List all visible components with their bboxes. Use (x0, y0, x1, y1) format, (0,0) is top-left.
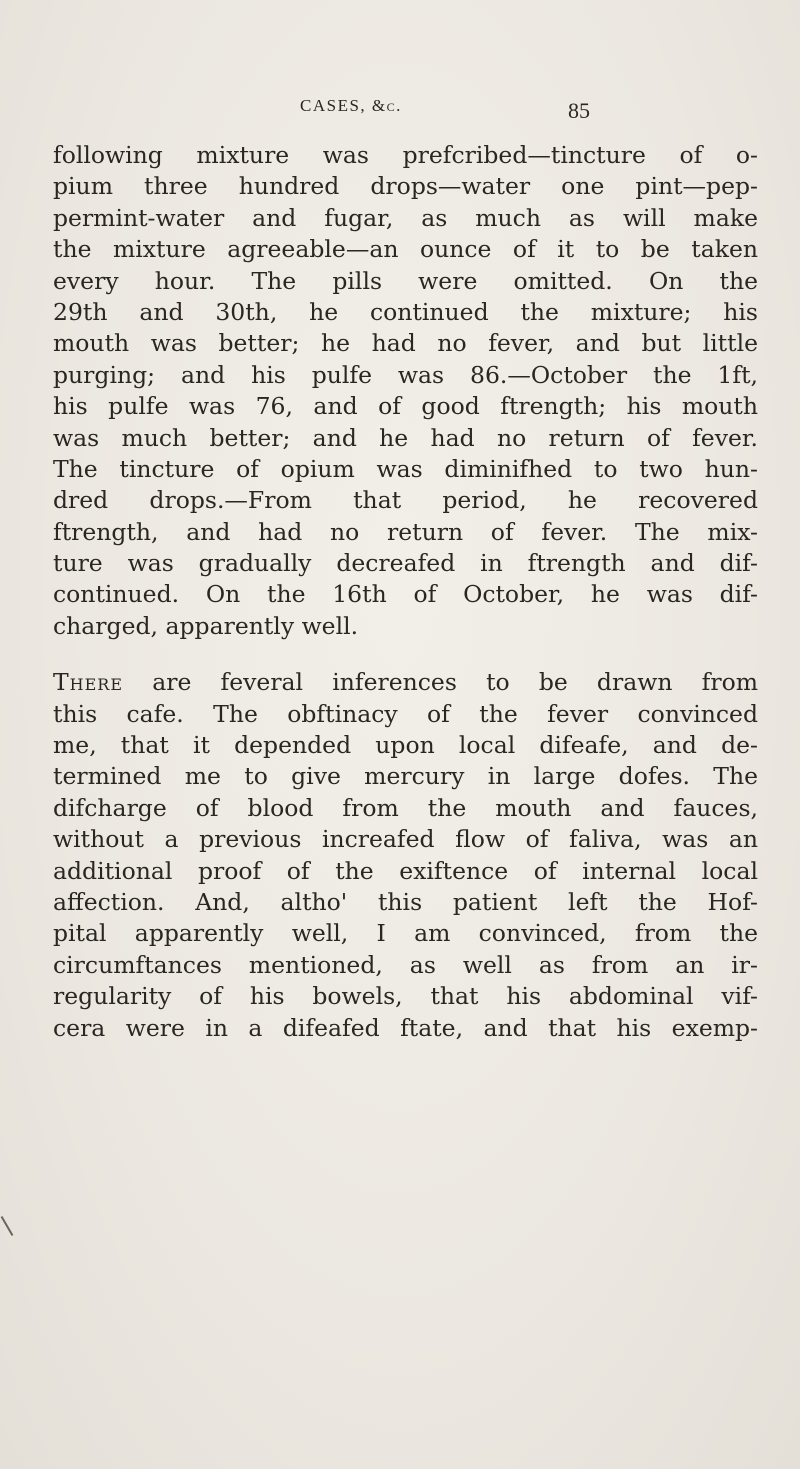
text-line-rest: are feveral inferences to be drawn from (123, 668, 758, 697)
text-line: charged, apparently well. (53, 611, 359, 640)
running-title: CASES, &c. (300, 96, 402, 115)
text-line: The tincture of opium was diminifhed to two hun- (53, 454, 758, 483)
drop-word: There (53, 668, 124, 697)
text-line: pium three hundred drops—water one pint—pep- (53, 172, 758, 201)
margin-mark (1, 1216, 14, 1236)
text-line: mouth was better; he had no fever, and but little (53, 329, 758, 358)
text-line: ftrength, and had no return of fever. The mix- (53, 517, 758, 546)
page-number: 85 (568, 98, 590, 123)
text-line: this cafe. The obftinacy of the fever convinced (53, 699, 758, 728)
text-line: additional proof of the exiftence of internal local (53, 856, 758, 885)
text-line: affection. And, altho' this patient left the Hof- (53, 887, 758, 916)
body-text (53, 140, 758, 1044)
text-line: purging; and his pulfe was 86.—October the 1ft, (53, 360, 758, 389)
text-line: ture was gradually decreafed in ftrength and dif- (53, 549, 758, 578)
text-line: pital apparently well, I am convinced, from the (53, 919, 758, 948)
paragraph-gap (53, 642, 758, 667)
text-line: following mixture was prefcribed—tincture of o- (53, 141, 758, 169)
text-line: difcharge of blood from the mouth and fauces, (53, 793, 758, 822)
paragraph-1 (53, 140, 758, 642)
text-line: termined me to give mercury in large dofes. The (53, 762, 758, 791)
page-header (300, 96, 590, 126)
text-line: permint-water and fugar, as much as will make (53, 203, 758, 232)
text-line: the mixture agreeable—an ounce of it to be taken (53, 235, 758, 264)
text-line: cera were in a difeafed ftate, and that his exemp- (53, 1013, 758, 1042)
text-line: was much better; and he had no return of fever. (53, 423, 758, 452)
text-line: 29th and 30th, he continued the mixture; his (53, 297, 758, 326)
paragraph-2 (53, 667, 758, 1044)
text-line (53, 667, 758, 698)
text-line: his pulfe was 76, and of good ftrength; his mouth (53, 392, 758, 421)
text-line: circumftances mentioned, as well as from an ir- (53, 950, 758, 979)
text-line: me, that it depended upon local difeafe, and de- (53, 731, 758, 760)
text-line: dred drops.—From that period, he recovered (53, 486, 758, 515)
text-line: continued. On the 16th of October, he was dif- (53, 580, 758, 609)
text-line: every hour. The pills were omitted. On the (53, 266, 758, 295)
text-line: without a previous increafed flow of faliva, was an (53, 825, 758, 854)
text-line: regularity of his bowels, that his abdominal vif- (53, 982, 758, 1011)
